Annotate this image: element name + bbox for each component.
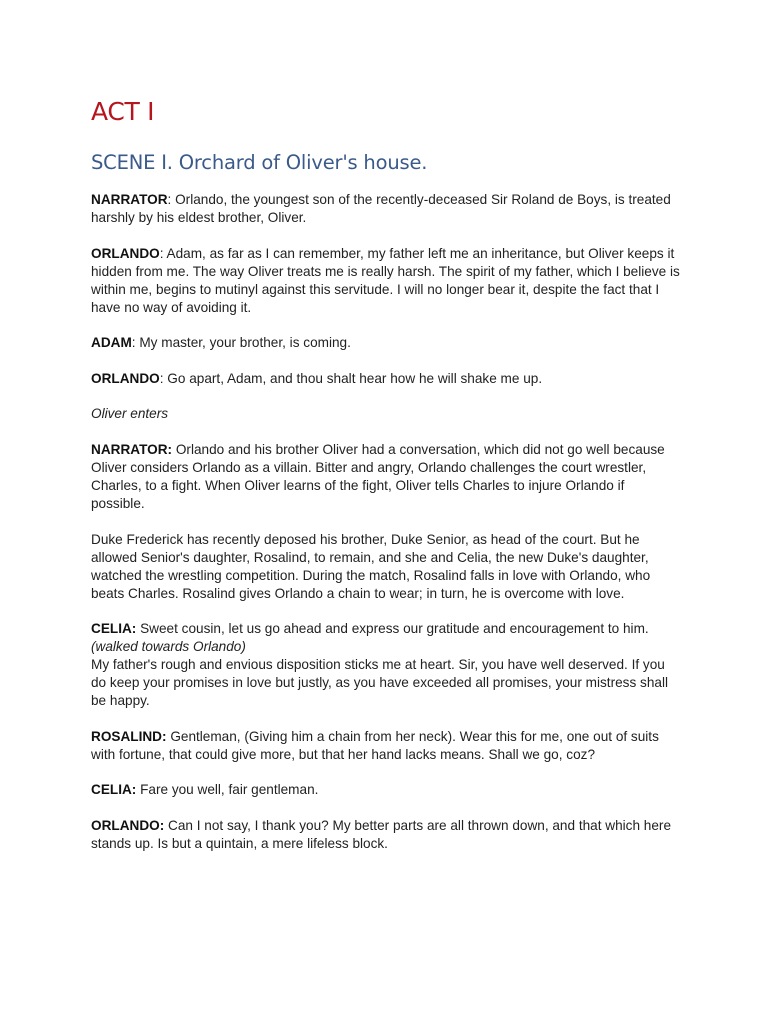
- dialogue-block: [91, 441, 681, 513]
- speaker-name: ORLANDO: [91, 245, 160, 261]
- dialogue-text: Sweet cousin, let us go ahead and express our gratitude and encouragement to him.: [140, 621, 649, 637]
- act-heading: ACT I: [91, 97, 155, 126]
- dialogue-text: Orlando, the youngest son of the recently-deceased Sir Roland de Boys, is treated harshly by his eldest brother, Oliver.: [91, 192, 671, 225]
- speaker-name: CELIA:: [91, 621, 137, 637]
- narration-paragraph: Duke Frederick has recently deposed his brother, Duke Senior, as head of the court. But he allowed Senior's daughter, Rosalind, to remain, and she and Celia, the new Duke's daughter, watched the wrestling competition. During the match, Rosalind falls in love with Orlando, who beats Charles. Rosalind gives Orlando a chain to wear; in turn, he is overcome with love.: [91, 531, 651, 601]
- dialogue-text: Orlando and his brother Oliver had a conversation, which did not go well because Oliver considers Orlando as a villain. Bitter and angry, Orlando challenges the court wrestler, Charles, to a fight. When Oliver learns of the fight, Oliver tells Charles to injure Orlando if possible.: [91, 441, 665, 511]
- dialogue-continuation: My father's rough and envious disposition sticks me at heart. Sir, you have well deserved. If you do keep your promises in love but justly, as you have exceeded all promises, your mistress shall be happy.: [91, 657, 668, 709]
- dialogue-text: Adam, as far as I can remember, my father left me an inheritance, but Oliver keeps it hidden from me. The way Oliver treats me is really harsh. The spirit of my father, which I believe is within me, begins to mutinyl against this servitude. I will no longer bear it, despite the fact that I have no way of avoiding it.: [91, 245, 680, 315]
- dialogue-text: Fare you well, fair gentleman.: [140, 782, 319, 798]
- scene-heading: SCENE I. Orchard of Oliver's house.: [91, 151, 428, 174]
- script-page: [91, 96, 681, 853]
- speaker-name: ADAM: [91, 335, 132, 351]
- dialogue-block: NARRATOR: Orlando, the youngest son of the recently-deceased Sir Roland de Boys, is treated harshly by his eldest brother, Oliver.: [91, 192, 671, 225]
- speaker-name: ROSALIND:: [91, 728, 167, 744]
- speaker-name: ORLANDO: [91, 370, 160, 386]
- dialogue-text: Gentleman, (Giving him a chain from her neck). Wear this for me, one out of suits with fortune, that could give more, but that her hand lacks means. Shall we go, coz?: [91, 728, 659, 762]
- dialogue-block: ORLANDO: Go apart, Adam, and thou shalt hear how he will shake me up.: [91, 370, 543, 386]
- stage-direction: Oliver enters: [91, 406, 169, 422]
- dialogue-block: ORLANDO: Adam, as far as I can remember, my father left me an inheritance, but Oliver keeps it hidden from me. The way Oliver treats me is really harsh. The spirit of my father, which I believe is within me, begins to mutinyl against this servitude. I will no longer bear it, despite the fact that I have no way of avoiding it.: [91, 245, 680, 315]
- dialogue-block: [91, 728, 681, 764]
- speaker-name: NARRATOR:: [91, 441, 173, 457]
- dialogue-block: [91, 620, 681, 710]
- inline-stage-direction: (walked towards Orlando): [91, 639, 246, 655]
- dialogue-block: [91, 781, 681, 799]
- dialogue-text: Go apart, Adam, and thou shalt hear how he will shake me up.: [167, 370, 543, 386]
- dialogue-block: ADAM: My master, your brother, is coming.: [91, 335, 351, 351]
- dialogue-text: Can I not say, I thank you? My better parts are all thrown down, and that which here stands up. Is but a quintain, a mere lifeless block.: [91, 817, 672, 851]
- speaker-name: NARRATOR: [91, 192, 168, 207]
- dialogue-text: My master, your brother, is coming.: [139, 335, 351, 351]
- dialogue-block: [91, 817, 681, 853]
- speaker-name: ORLANDO:: [91, 817, 165, 833]
- speaker-name: CELIA:: [91, 782, 137, 798]
